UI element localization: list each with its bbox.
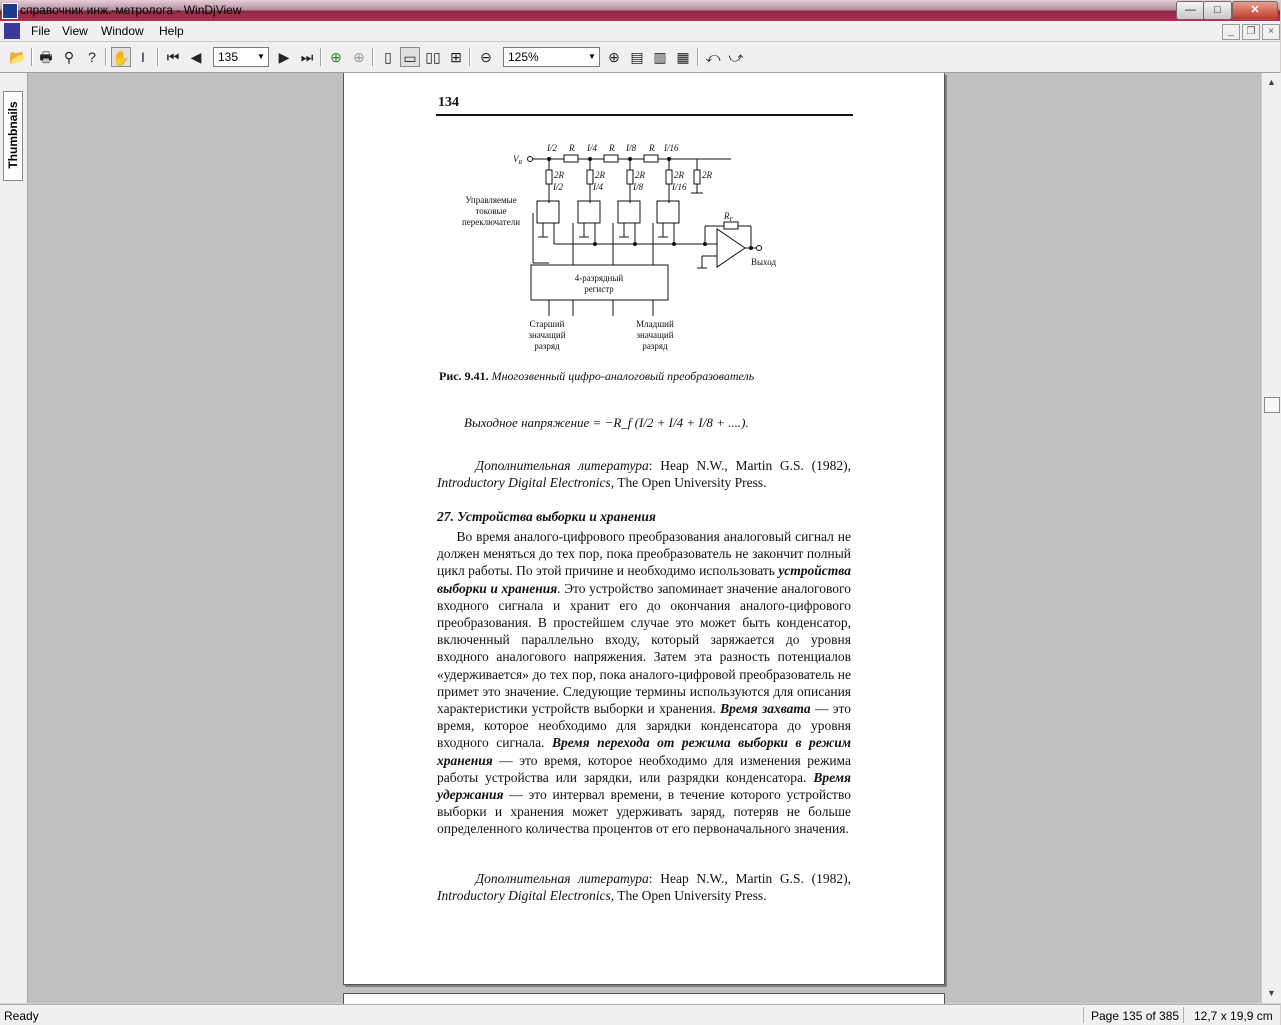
- prev-page-icon[interactable]: ◀: [190, 49, 202, 65]
- document-viewport[interactable]: [28, 73, 1261, 1003]
- hand-tool-icon[interactable]: ✋: [111, 47, 131, 67]
- page-number-header: 134: [438, 95, 459, 110]
- sidebar: [0, 73, 28, 1003]
- reference-2: Дополнительная литература: Heap N.W., Martin G.S. (1982), Introductory Digital Electronics, The Open University Press.: [437, 871, 851, 904]
- menu-view[interactable]: View: [62, 24, 88, 38]
- lsb-label: Младший: [636, 319, 674, 329]
- output-label: Выход: [751, 257, 777, 267]
- switches-label: Управляемые: [465, 195, 517, 205]
- tab-thumbnails-label: Thumbnails: [6, 101, 20, 169]
- msb-label: Старший: [529, 319, 565, 329]
- window-title: справочник инж.-метролога - WinDjView: [20, 3, 242, 17]
- rotate-right-icon[interactable]: ⤻: [728, 49, 744, 65]
- print-icon[interactable]: 🖶: [39, 49, 53, 65]
- mdi-restore-icon[interactable]: ❐: [1242, 24, 1260, 40]
- mdi-close-icon[interactable]: ×: [1262, 24, 1280, 40]
- select-tool-icon[interactable]: I: [141, 49, 145, 65]
- top-label: R: [609, 143, 615, 153]
- msb-label: разряд: [534, 341, 560, 351]
- scroll-thumb[interactable]: [1264, 397, 1280, 413]
- register-label: 4-разрядный: [574, 273, 624, 283]
- lsb-label: разряд: [642, 341, 668, 351]
- figure-caption: [439, 369, 754, 384]
- top-label: I/4: [587, 143, 597, 153]
- top-label: I/8: [626, 143, 636, 153]
- actual-size-icon[interactable]: ▤: [630, 49, 644, 65]
- continuous-icon[interactable]: ▭: [400, 47, 420, 67]
- body-paragraph: Во время аналого-цифрового преобразования аналоговый сигнал не должен меняться до тех пор, пока преобразователь не закончит полный цикл работы. По этой причине и необходимо использовать устройства выборки и хранения. Это устройство запоминает значение аналогового входного сигнала и хранит его до окончания аналого-цифрового преобразования. В простейшем случае это может быть конденсатор, включенный параллельно входу, который заряжается до уровня входного аналогового напряжения. Затем эта разность потенциалов «удерживается» до тех пор, пока аналого-цифровой преобразователь не примет это значение. Следующие термины используются для описания характеристики устройств выборки и хранения. Время захвата — это время, которое необходимо для зарядки конденсатора до уровня входного сигнала. Время перехода от режима выборки в режим хранения — это время, которое необходимо для изменения режима работы устройства или зарядки, или разрядки конденсатора. Время удержания — это интервал времени, в течение которого устройство выборки и хранения может удерживать заряд, потеряв не больше определенного количества процентов от его первоначального значения.: [437, 529, 852, 837]
- top-label: I/2: [547, 143, 557, 153]
- title-bar: [0, 0, 1280, 21]
- minimize-button[interactable]: —: [1176, 1, 1205, 20]
- vertical-scrollbar[interactable]: [1261, 73, 1281, 1003]
- branch-label: 2R: [674, 170, 684, 180]
- status-ready: Ready: [4, 1009, 39, 1023]
- scroll-down-icon[interactable]: ▼: [1267, 988, 1276, 998]
- branch-label: 2R: [554, 170, 564, 180]
- section-title: 27. Устройства выборки и хранения: [437, 509, 656, 524]
- branch-label: 2R: [635, 170, 645, 180]
- chevron-down-icon[interactable]: ▼: [257, 52, 265, 61]
- forward-icon[interactable]: ⊕: [353, 49, 365, 65]
- close-button[interactable]: ✕: [1232, 1, 1278, 20]
- menu-help[interactable]: Help: [159, 24, 184, 38]
- page-number-value: 135: [218, 50, 239, 64]
- register-label: регистр: [584, 284, 614, 294]
- status-bar: [0, 1004, 1280, 1025]
- find-icon[interactable]: ⚲: [63, 49, 75, 65]
- branch-label: I/4: [593, 182, 603, 192]
- reference-1: Дополнительная литература: Heap N.W., Martin G.S. (1982), Introductory Digital Electronics, The Open University Press.: [437, 458, 851, 491]
- chevron-down-icon[interactable]: ▼: [588, 52, 596, 61]
- branch-label: I/16: [672, 182, 687, 192]
- branch-label: I/2: [553, 182, 563, 192]
- next-page-icon[interactable]: ▶: [278, 49, 290, 65]
- mdi-minimize-icon[interactable]: _: [1222, 24, 1240, 40]
- caption-number: Рис. 9.41.: [439, 369, 489, 383]
- open-icon[interactable]: 📂: [9, 49, 27, 65]
- continuous-facing-icon[interactable]: ⊞: [450, 49, 462, 65]
- menu-bar: [0, 21, 1280, 42]
- fit-width-icon[interactable]: ▦: [676, 49, 690, 65]
- branch-label: I/8: [633, 182, 643, 192]
- zoom-value: 125%: [508, 50, 539, 64]
- top-label: I/16: [664, 143, 679, 153]
- status-page-info: Page 135 of 385: [1091, 1009, 1180, 1023]
- page-number-combo[interactable]: [213, 47, 269, 67]
- facing-pages-icon[interactable]: ▯▯: [425, 49, 441, 65]
- zoom-in-icon[interactable]: ⊕: [608, 49, 620, 65]
- switches-label: токовые: [475, 206, 507, 216]
- formula: Выходное напряжение = −R_f (I/2 + I/4 + I/8 + ....).: [464, 415, 749, 430]
- zoom-combo[interactable]: [503, 47, 600, 67]
- first-page-icon[interactable]: ⏮: [166, 49, 180, 65]
- single-page-icon[interactable]: ▯: [384, 49, 392, 65]
- status-page-size: 12,7 x 19,9 cm: [1194, 1009, 1273, 1023]
- dac-circuit-figure: [461, 133, 809, 361]
- tab-thumbnails[interactable]: [3, 91, 23, 181]
- header-rule: [436, 114, 853, 116]
- top-label: R: [649, 143, 655, 153]
- zoom-out-icon[interactable]: ⊖: [480, 49, 492, 65]
- app-icon: [2, 3, 18, 19]
- vr-label: $V_R$: [513, 154, 523, 166]
- top-label: R: [569, 143, 575, 153]
- fit-page-icon[interactable]: ▥: [653, 49, 667, 65]
- msb-label: значащий: [528, 330, 566, 340]
- maximize-button[interactable]: □: [1203, 1, 1232, 20]
- switches-label: переключатели: [461, 217, 521, 227]
- help-icon[interactable]: ?: [88, 49, 96, 65]
- lsb-label: значащий: [636, 330, 674, 340]
- rotate-left-icon[interactable]: ⤺: [705, 49, 721, 65]
- menu-window[interactable]: Window: [101, 24, 144, 38]
- document-icon[interactable]: [4, 23, 20, 39]
- rf-label: $R_F$: [724, 211, 734, 223]
- menu-file[interactable]: File: [31, 24, 51, 38]
- document-page: [343, 73, 945, 985]
- caption-title: Многозвенный цифро-аналоговый преобразователь: [491, 369, 755, 383]
- last-page-icon[interactable]: ⏭: [300, 49, 314, 65]
- back-icon[interactable]: ⊕: [330, 49, 342, 65]
- branch-label: 2R: [702, 170, 712, 180]
- branch-label: 2R: [595, 170, 605, 180]
- scroll-up-icon[interactable]: ▲: [1267, 77, 1276, 87]
- toolbar: [0, 42, 1280, 73]
